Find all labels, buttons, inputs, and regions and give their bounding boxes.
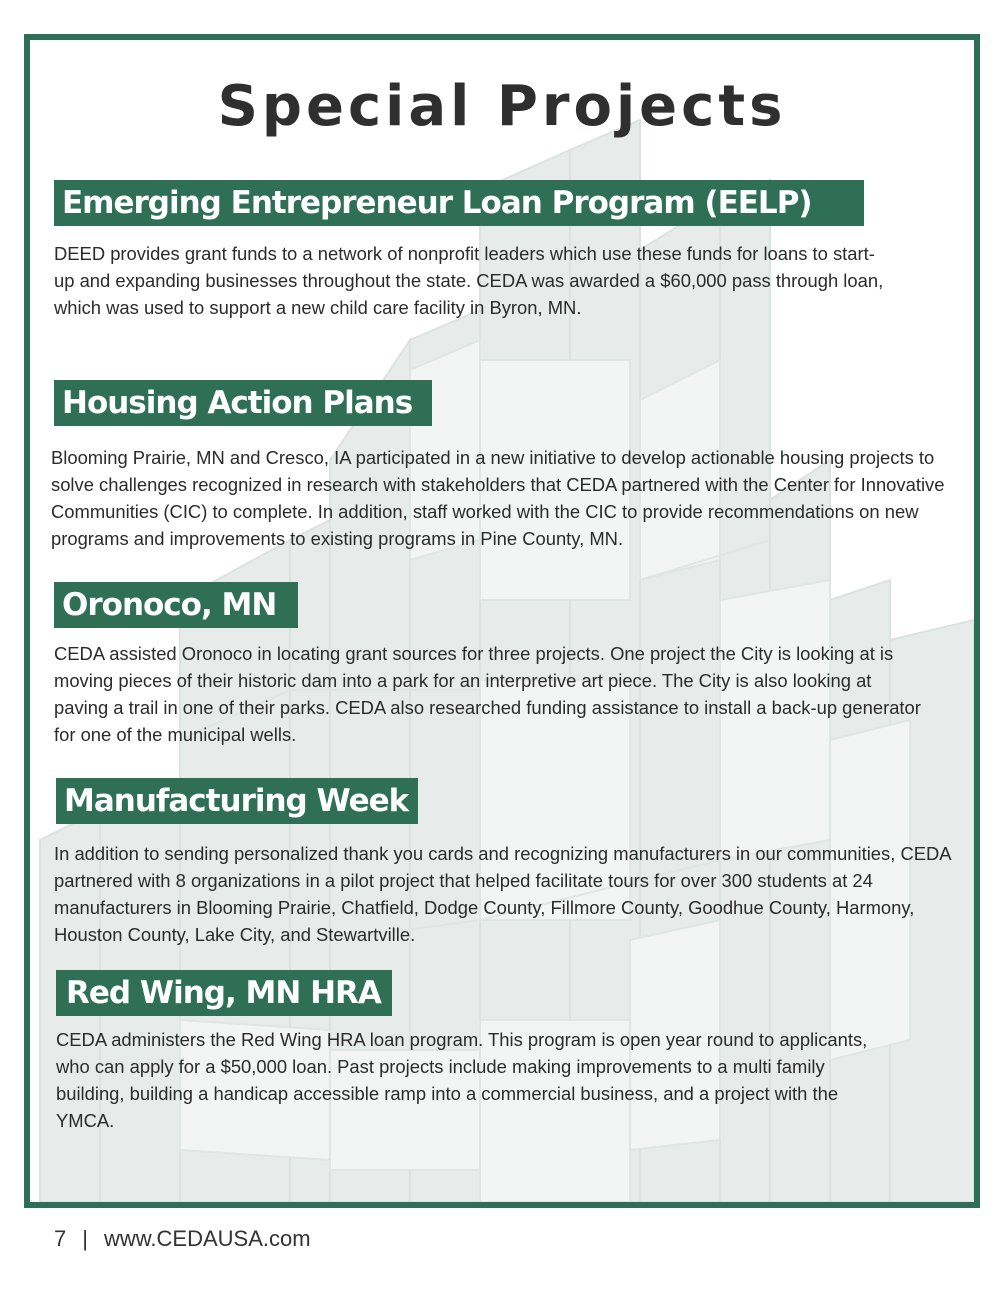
section-heading-manufacturing: Manufacturing Week xyxy=(56,778,418,824)
page-number: 7 xyxy=(54,1226,67,1251)
section-body-housing: Blooming Prairie, MN and Cresco, IA participated in a new initiative to develop actionable housing projects to solve challenges recognized in research with stakeholders that CEDA partnered with the Center for Innovative Communities (CIC) to complete. In addition, staff worked with the CIC to provide recommendations on new programs and improvements to existing programs in Pine County, MN. xyxy=(51,447,945,549)
footer-separator: | xyxy=(82,1226,88,1251)
section-body-red-wing: CEDA administers the Red Wing HRA loan program. This program is open year round to applicants, who can apply for a $50,000 loan. Past projects include making improvements to a multi family building, building a handicap accessible ramp into a commercial business, and a project with the YMCA. xyxy=(56,1029,868,1131)
website-link[interactable]: www.CEDAUSA.com xyxy=(103,1226,311,1251)
section-heading-oronoco: Oronoco, MN xyxy=(54,582,298,628)
section-heading-housing: Housing Action Plans xyxy=(54,380,432,426)
page-title: Special Projects xyxy=(217,74,787,139)
section-body-manufacturing: In addition to sending personalized thank you cards and recognizing manufacturers in our communities, CEDA partnered with 8 organizations in a pilot project that helped facilitate tours for over 300 students at 24 manufacturers in Blooming Prairie, Chatfield, Dodge County, Fillmore County, Goodhue County, Harmony, Houston County, Lake City, and Stewartville. xyxy=(54,843,951,945)
page-frame xyxy=(24,34,980,1208)
page-footer xyxy=(54,1226,311,1252)
section-heading-red-wing: Red Wing, MN HRA xyxy=(56,970,392,1016)
section-body-oronoco: CEDA assisted Oronoco in locating grant sources for three projects. One project the City is looking at is moving pieces of their historic dam into a park for an interpretive art piece. The City is also looking at paving a trail in one of their parks. CEDA also researched funding assistance to install a back-up generator for one of the municipal wells. xyxy=(54,643,921,745)
section-heading-eelp: Emerging Entrepreneur Loan Program (EELP) xyxy=(54,180,864,226)
section-body-eelp: DEED provides grant funds to a network of nonprofit leaders which use these funds for loans to start-up and expanding businesses throughout the state. CEDA was awarded a $60,000 pass through loan, which was used to support a new child care facility in Byron, MN. xyxy=(54,243,884,318)
